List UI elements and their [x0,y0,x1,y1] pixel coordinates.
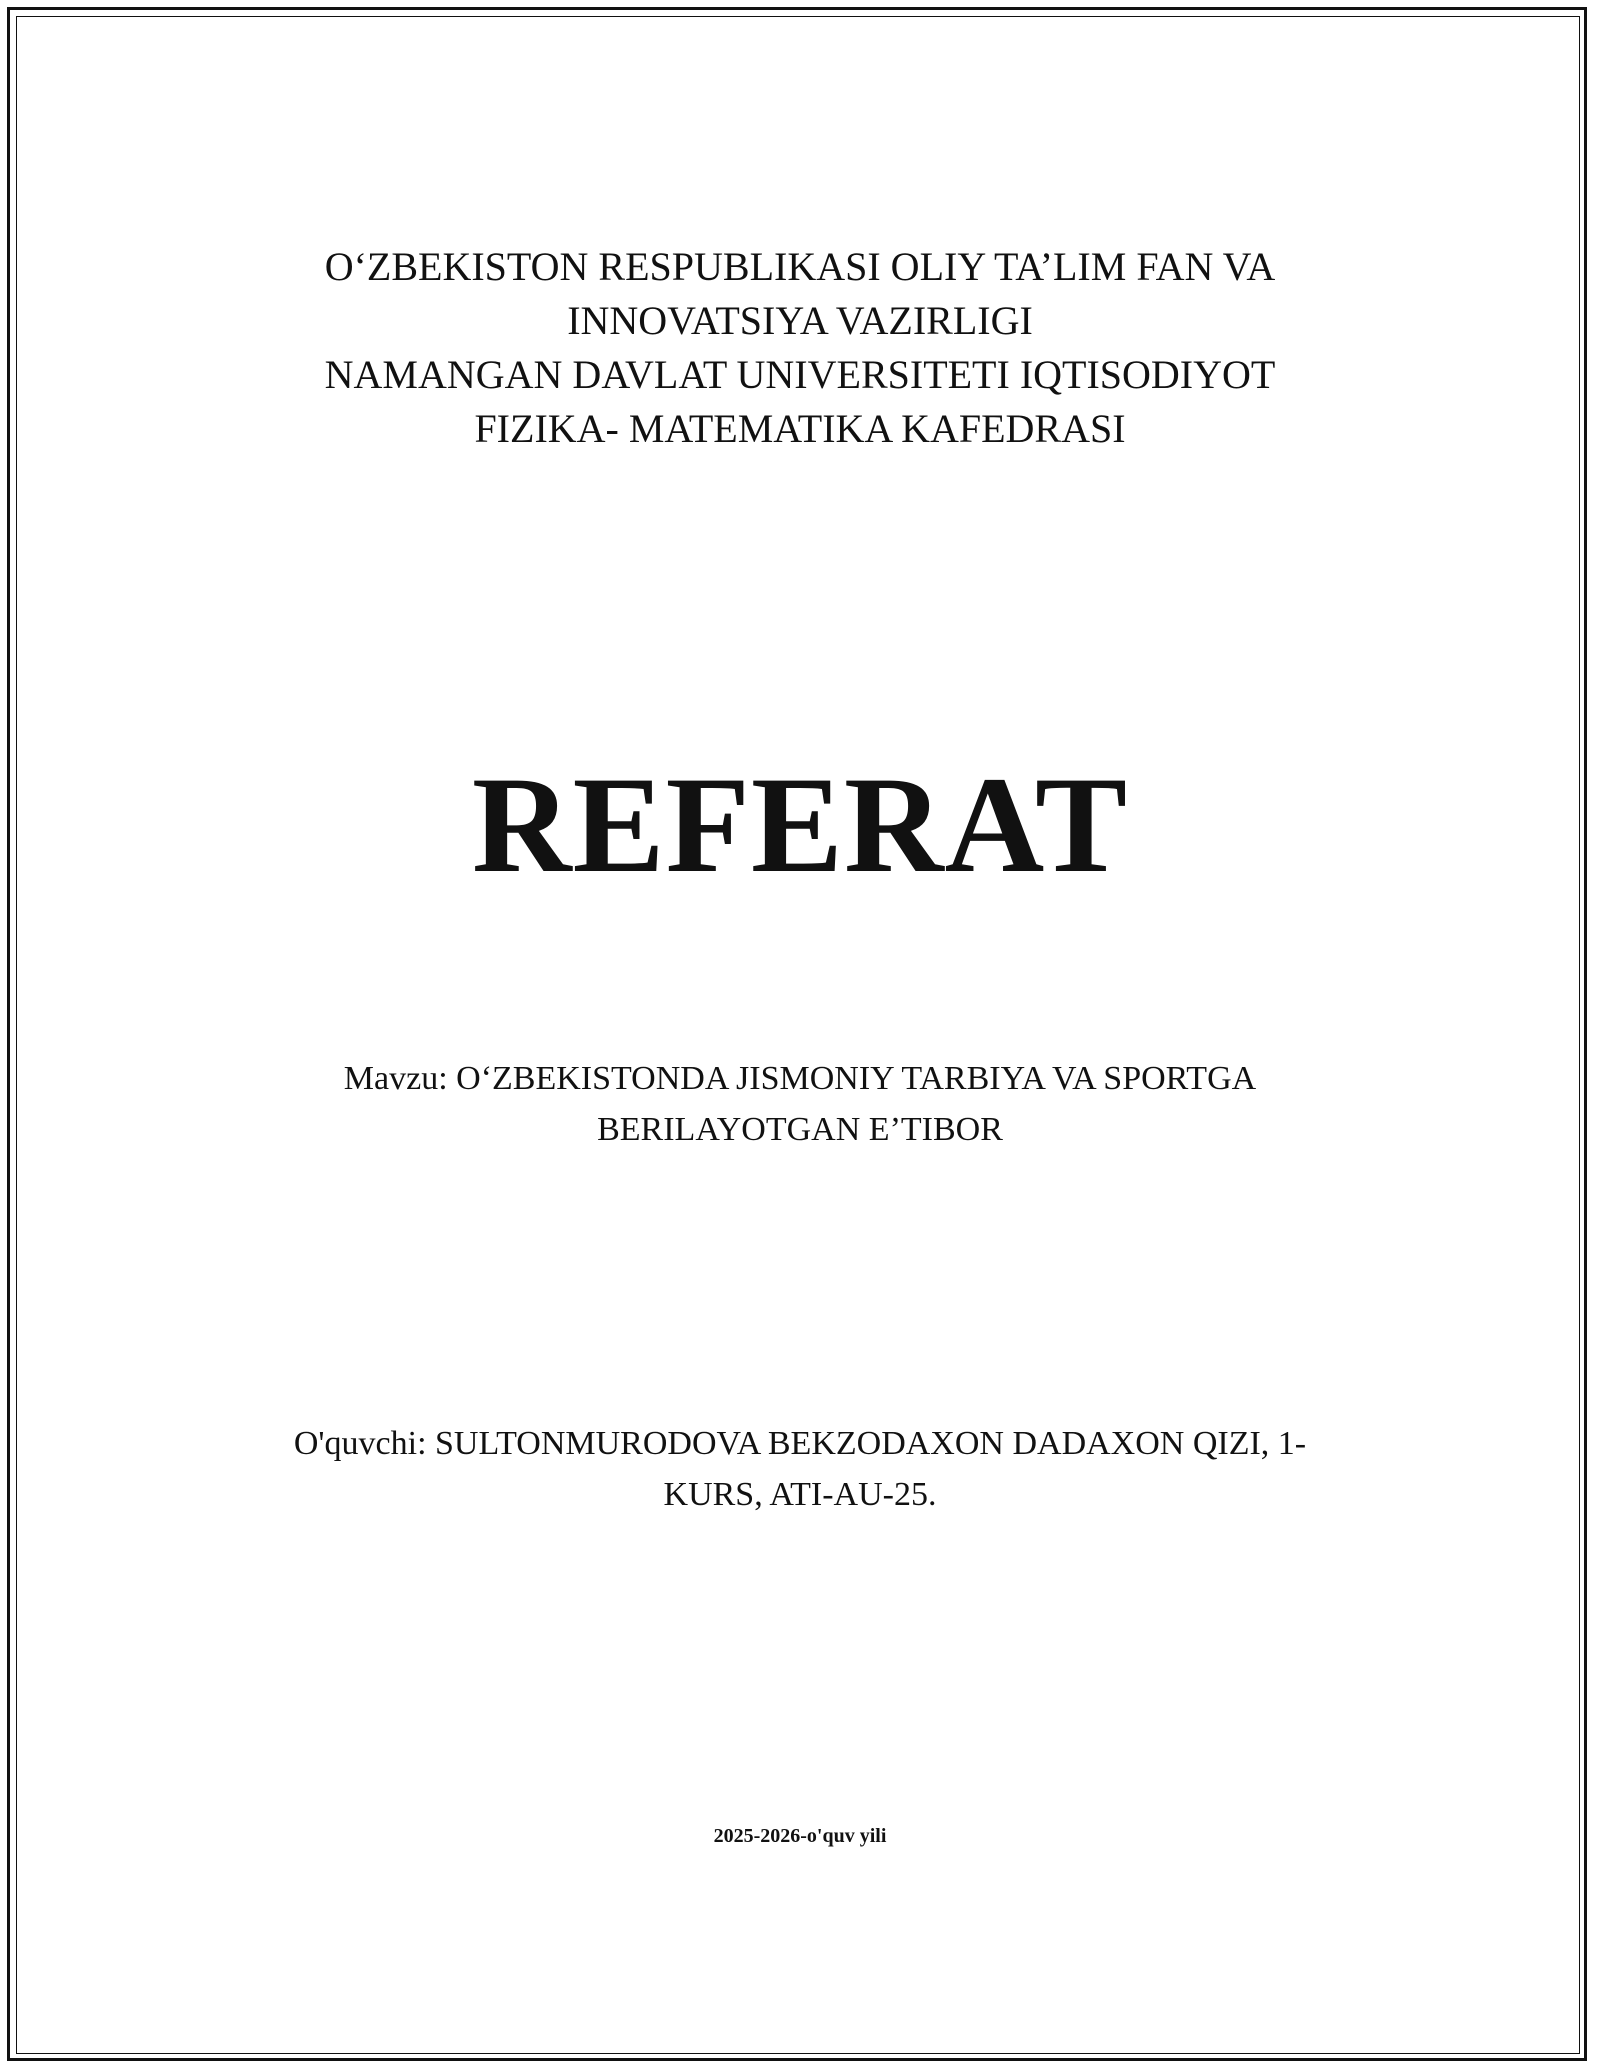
header-line: NAMANGAN DAVLAT UNIVERSITETI IQTISODIYOT [324,352,1276,397]
topic-line: Mavzu: O‘ZBEKISTONDA JISMONIY TARBIYA VA SPORTGA [343,1060,1257,1097]
header-line: O‘ZBEKISTON RESPUBLIKASI OLIY TA’LIM FAN VA [324,244,1276,289]
header-line: INNOVATSIYA VAZIRLIGI [567,298,1033,343]
academic-year: 2025-2026-o'quv yili [713,1825,887,1847]
topic-block [0,1053,1600,1155]
student-block [0,1418,1600,1520]
student-line: O'quvchi: SULTONMURODOVA BEKZODAXON DADAXON QIZI, 1- [293,1425,1307,1462]
ministry-header [0,240,1600,456]
topic-line: BERILAYOTGAN E’TIBOR [597,1111,1003,1148]
document-title: REFERAT [471,748,1129,901]
student-line: KURS, ATI-AU-25. [663,1476,937,1513]
header-line: FIZIKA- MATEMATIKA KAFEDRASI [474,406,1126,451]
